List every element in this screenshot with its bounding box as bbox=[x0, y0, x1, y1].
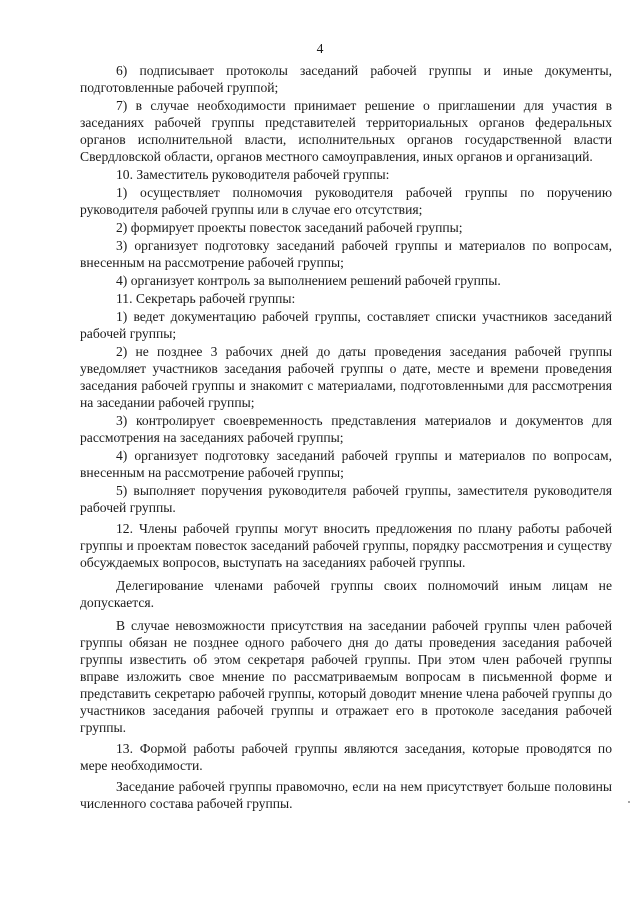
section-12-members: 12. Члены рабочей группы могут вносить предложения по плану работы рабочей группы и проектам повесток заседаний рабочей группы, порядку рассмотрения и существу обсуждаемых вопросов, выступать на заседаниях рабочей группы. bbox=[80, 521, 612, 570]
paragraph-11-4: 4) организует подготовку заседаний рабочей группы и материалов по вопросам, внесенным на рассмотрение рабочей группы; bbox=[80, 448, 612, 480]
paragraph-6-sign-protocols: 6) подписывает протоколы заседаний рабочей группы и иные документы, подготовленные рабочей группой; bbox=[80, 63, 612, 95]
paragraph-11-5: 5) выполняет поручения руководителя рабочей группы, заместителя руководителя рабочей группы. bbox=[80, 483, 612, 515]
section-10-heading: 10. Заместитель руководителя рабочей группы: bbox=[116, 167, 390, 182]
paragraph-delegation: Делегирование членами рабочей группы своих полномочий иным лицам не допускается. bbox=[80, 578, 612, 610]
paragraph-11-1: 1) ведет документацию рабочей группы, составляет списки участников заседаний рабочей группы; bbox=[80, 309, 612, 341]
section-11-heading: 11. Секретарь рабочей группы: bbox=[116, 291, 296, 306]
paragraph-10-4: 4) организует контроль за выполнением решений рабочей группы. bbox=[116, 273, 501, 288]
paragraph-10-1: 1) осуществляет полномочия руководителя рабочей группы по поручению руководителя рабочей группы или в случае его отсутствия; bbox=[80, 185, 612, 217]
paragraph-absence: В случае невозможности присутствия на заседании рабочей группы член рабочей группы обязан не позднее одного рабочего дня до даты проведения заседания рабочей группы известить об этом секретаря рабочей группы. При этом член рабочей группы вправе изложить свое мнение по рассматриваемым вопросам в письменной форме и представить секретарю рабочей группы, который доводит мнение члена рабочей группы до участников заседания рабочей группы и отражает его в протоколе заседания рабочей группы. bbox=[80, 618, 612, 735]
document-body bbox=[80, 62, 612, 813]
paragraph-7-invite-representatives: 7) в случае необходимости принимает решение о приглашении для участия в заседаниях рабочей группы представителей территориальных органов федеральных органов исполнительной власти, исполнительных органов государственной власти Свердловской области, органов местного самоуправления, иных органов и организаций. bbox=[80, 98, 612, 164]
paragraph-11-2: 2) не позднее 3 рабочих дней до даты проведения заседания рабочей группы уведомляет участников заседания рабочей группы о дате, месте и времени проведения заседания рабочей группы и знакомит с материалами, подготовленными для рассмотрения на заседании рабочей группы; bbox=[80, 344, 612, 410]
section-13-meetings: 13. Формой работы рабочей группы являются заседания, которые проводятся по мере необходимости. bbox=[80, 741, 612, 773]
paragraph-10-2: 2) формирует проекты повесток заседаний рабочей группы; bbox=[116, 220, 463, 235]
paragraph-quorum: Заседание рабочей группы правомочно, если на нем присутствует больше половины численного состава рабочей группы. bbox=[80, 779, 612, 811]
page-number: 4 bbox=[316, 41, 324, 56]
paragraph-11-3: 3) контролирует своевременность представления материалов и документов для рассмотрения на заседаниях рабочей группы; bbox=[80, 413, 612, 445]
scan-speck bbox=[628, 801, 630, 803]
paragraph-10-3: 3) организует подготовку заседаний рабочей группы и материалов по вопросам, внесенным на рассмотрение рабочей группы; bbox=[80, 238, 612, 270]
